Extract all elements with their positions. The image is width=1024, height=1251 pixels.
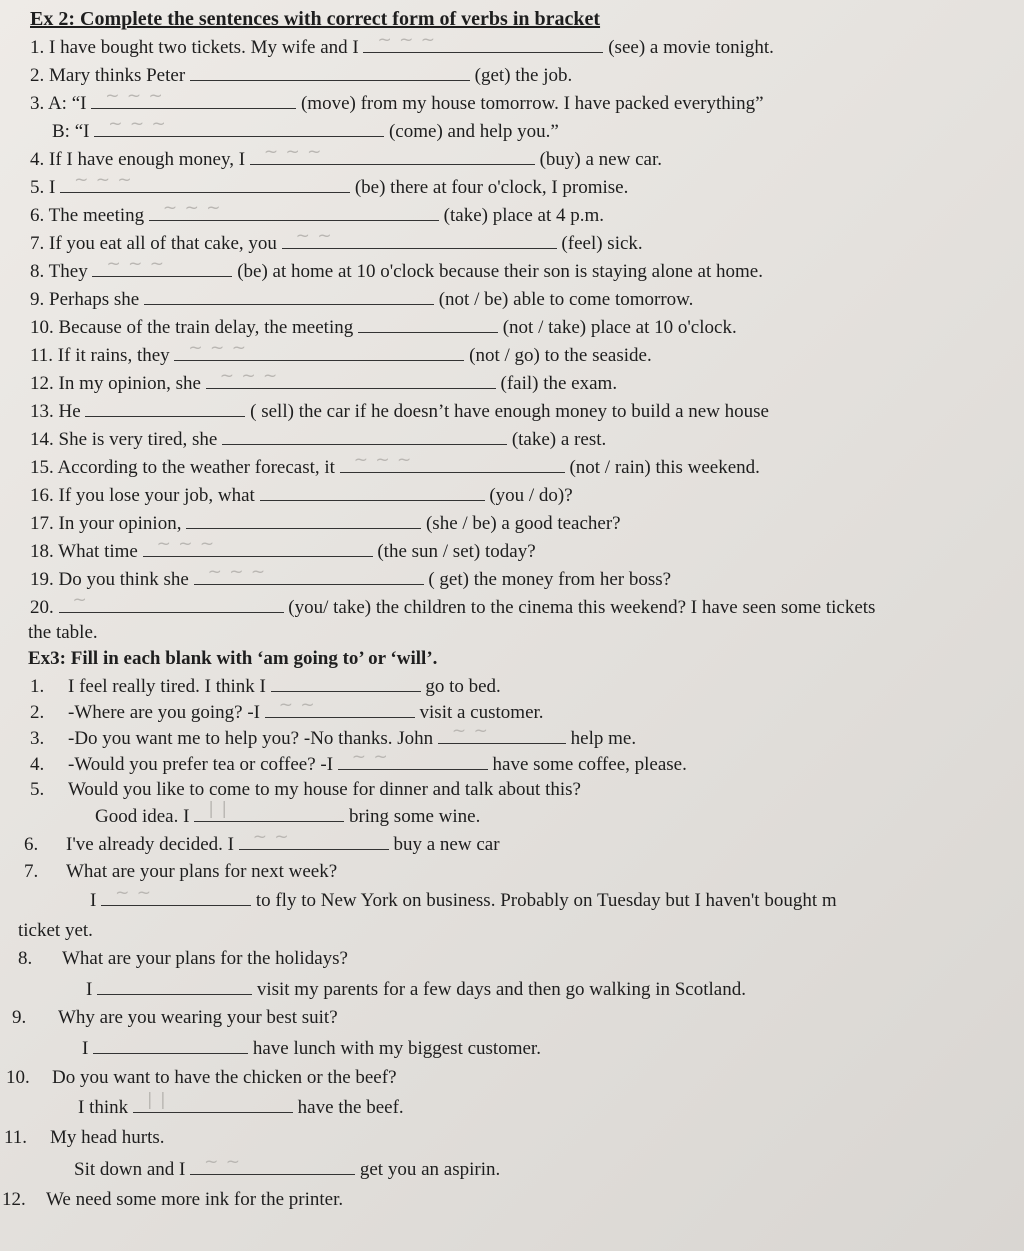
sentence-end: (take) a rest. — [511, 429, 607, 450]
ex2-item-3b — [52, 114, 559, 143]
item-number: 4. — [30, 149, 45, 170]
sentence-end: (take) place at 4 p.m. — [443, 205, 605, 226]
sentence-end: (fail) the exam. — [500, 373, 618, 394]
answer-blank[interactable]: ~ ~ — [438, 727, 566, 744]
sentence-start: I — [82, 1038, 89, 1059]
sentence-start: If you eat all of that cake, you — [49, 233, 277, 254]
item-number: 19. — [30, 569, 54, 590]
ex3-item-10-answer — [78, 1090, 404, 1119]
ex3-item-6 — [24, 827, 500, 856]
sentence-end: buy a new car — [393, 834, 500, 855]
sentence-start: If it rains, they — [57, 345, 170, 366]
sentence-start: In your opinion, — [58, 513, 182, 534]
ex2-title: Ex 2: Complete the sentences with correct form of verbs in bracket — [30, 8, 601, 30]
answer-blank[interactable]: ~ ~ ~ — [363, 36, 603, 53]
ex3-item-12-question — [2, 1189, 343, 1211]
answer-blank[interactable]: ~ ~ ~ — [143, 540, 373, 557]
item-number: 12. — [30, 373, 54, 394]
ex3-item-7-continuation: ticket yet. — [18, 920, 93, 941]
sentence-end: (be) at home at 10 o'clock because their son is staying alone at home. — [237, 261, 763, 282]
sentence-start: I think — [78, 1097, 129, 1118]
ex3-item-8-question — [18, 948, 348, 970]
sentence-end: (not / take) place at 10 o'clock. — [502, 317, 737, 338]
sentence-start: I — [86, 979, 93, 1000]
ex2-item-7 — [30, 226, 643, 255]
answer-blank[interactable] — [358, 316, 498, 333]
sentence-end: ( sell) the car if he doesn’t have enough money to build a new house — [250, 401, 769, 422]
item-number: 1. — [30, 37, 45, 58]
question-text: What are your plans for the holidays? — [62, 948, 348, 969]
item-number: 3. — [30, 93, 45, 114]
item-number: 12. — [2, 1189, 26, 1210]
sentence-start: In my opinion, she — [58, 373, 201, 394]
sentence-start: -Would you prefer tea or coffee? -I — [68, 754, 334, 775]
ex3-item-4 — [30, 747, 687, 776]
question-text: Would you like to come to my house for dinner and talk about this? — [68, 779, 581, 800]
ex2-item-20 — [30, 590, 876, 619]
sentence-start: I feel really tired. I think I — [68, 676, 266, 697]
sentence-start: Do you think she — [58, 569, 189, 590]
sentence-end: (you / do)? — [489, 485, 573, 506]
ex3-item-7-answer — [90, 883, 837, 912]
answer-blank[interactable] — [260, 484, 485, 501]
answer-blank[interactable]: ~ ~ ~ — [94, 120, 384, 137]
answer-blank[interactable] — [144, 288, 434, 305]
answer-blank[interactable]: ~ ~ ~ — [340, 456, 565, 473]
ex2-item-5 — [30, 170, 629, 199]
answer-blank[interactable]: | | — [133, 1096, 293, 1113]
ex3-item-9-question — [12, 1007, 338, 1029]
item-number: 5. — [30, 177, 45, 198]
item-number: 11. — [4, 1127, 28, 1148]
sentence-end: visit a customer. — [419, 702, 544, 723]
question-text: What are your plans for next week? — [66, 861, 338, 882]
item-number: 13. — [30, 401, 54, 422]
ex2-item-1 — [30, 30, 774, 59]
ex2-item-9 — [30, 288, 693, 311]
ex3-title: Ex3: Fill in each blank with ‘am going to’ or ‘will’. — [28, 648, 438, 669]
ex2-item-13 — [30, 400, 769, 423]
sentence-start: Good idea. I — [95, 806, 190, 827]
item-number: 15. — [30, 457, 54, 478]
item-number: 9. — [30, 289, 45, 310]
answer-blank[interactable] — [93, 1037, 248, 1054]
sentence-end: (not / go) to the seaside. — [469, 345, 652, 366]
sentence-start: Because of the train delay, the meeting — [58, 317, 354, 338]
question-text: Do you want to have the chicken or the beef? — [52, 1067, 397, 1088]
item-number: 6. — [30, 205, 45, 226]
answer-blank[interactable]: ~ ~ ~ — [91, 92, 296, 109]
sentence-start: Perhaps she — [49, 289, 140, 310]
item-number: 9. — [12, 1007, 27, 1028]
answer-blank[interactable]: ~ ~ ~ — [250, 148, 535, 165]
sentence-start: Sit down and I — [74, 1159, 186, 1180]
answer-blank[interactable]: ~ ~ ~ — [206, 372, 496, 389]
ex2-item-8 — [30, 254, 763, 283]
ex3-item-9-answer — [82, 1037, 541, 1060]
sentence-end: (not / rain) this weekend. — [569, 457, 760, 478]
sentence-end: visit my parents for a few days and then go walking in Scotland. — [256, 979, 746, 1000]
answer-blank[interactable]: ~ ~ ~ — [174, 344, 464, 361]
answer-blank[interactable]: ~ ~ ~ — [149, 204, 439, 221]
sentence-start: I — [90, 890, 97, 911]
ex2-item-18 — [30, 534, 536, 563]
ex2-item-14 — [30, 428, 606, 451]
item-number: 17. — [30, 513, 54, 534]
sentence-start: A: “I — [47, 93, 87, 114]
answer-blank[interactable]: ~ ~ ~ — [194, 568, 424, 585]
sentence-start: -Do you want me to help you? -No thanks. John — [68, 728, 434, 749]
sentence-start: According to the weather forecast, it — [57, 457, 335, 478]
sentence-end: have the beef. — [297, 1097, 404, 1118]
ex3-item-11-question — [4, 1127, 165, 1149]
ex2-item-19 — [30, 562, 672, 591]
item-number: 3. — [30, 728, 45, 749]
answer-blank[interactable]: ~ ~ ~ — [92, 260, 232, 277]
ex3-item-7-question — [24, 861, 337, 883]
item-number: 1. — [30, 676, 45, 697]
item-number: 16. — [30, 485, 54, 506]
sentence-start: B: “I — [52, 121, 90, 142]
sentence-end: (buy) a new car. — [539, 149, 662, 170]
sentence-start: I — [49, 177, 56, 198]
sentence-end: ( get) the money from her boss? — [428, 569, 672, 590]
answer-blank[interactable]: ~ ~ — [338, 753, 488, 770]
answer-blank[interactable]: ~ — [59, 596, 284, 613]
sentence-start: They — [48, 261, 88, 282]
ex3-item-5-question — [30, 779, 581, 801]
item-number: 7. — [30, 233, 45, 254]
ex2-item-15 — [30, 450, 760, 479]
item-number: 2. — [30, 702, 45, 723]
sentence-end: (feel) sick. — [561, 233, 643, 254]
ex3-item-10-question — [6, 1067, 397, 1089]
ex3-item-3 — [30, 721, 637, 750]
item-number: 8. — [30, 261, 45, 282]
sentence-end: (see) a movie tonight. — [608, 37, 774, 58]
ex2-item-3a — [30, 86, 764, 115]
answer-blank[interactable]: ~ ~ — [282, 232, 557, 249]
ex2-item-12 — [30, 366, 618, 395]
ex2-item-11 — [30, 338, 652, 367]
sentence-end: go to bed. — [425, 676, 501, 697]
question-text: Why are you wearing your best suit? — [58, 1007, 338, 1028]
answer-blank[interactable] — [97, 978, 252, 995]
answer-blank[interactable]: ~ ~ — [239, 833, 389, 850]
item-number: 18. — [30, 541, 54, 562]
sentence-end: (not / be) able to come tomorrow. — [438, 289, 694, 310]
answer-blank[interactable] — [190, 64, 470, 81]
sentence-start: Mary thinks Peter — [49, 65, 186, 86]
item-number: 10. — [30, 317, 54, 338]
sentence-end: have lunch with my biggest customer. — [252, 1038, 541, 1059]
question-text: We need some more ink for the printer. — [46, 1189, 344, 1210]
ex2-item-20-continuation: the table. — [28, 622, 98, 643]
sentence-end: (be) there at four o'clock, I promise. — [354, 177, 629, 198]
item-number: 11. — [30, 345, 54, 366]
answer-blank[interactable] — [186, 512, 421, 529]
item-number: 4. — [30, 754, 45, 775]
question-text: My head hurts. — [50, 1127, 165, 1148]
item-number: 2. — [30, 65, 45, 86]
ex3-item-8-answer — [86, 978, 746, 1001]
sentence-start: She is very tired, she — [58, 429, 218, 450]
sentence-end: (get) the job. — [474, 65, 573, 86]
sentence-end: (move) from my house tomorrow. I have packed everything” — [300, 93, 764, 114]
item-number: 20. — [30, 597, 54, 618]
ex2-item-17 — [30, 512, 621, 535]
ex2-item-16 — [30, 484, 573, 507]
answer-blank[interactable]: ~ ~ — [265, 701, 415, 718]
ex3-item-5-answer — [95, 799, 481, 828]
sentence-start: -Where are you going? -I — [68, 702, 261, 723]
sentence-end: (the sun / set) today? — [377, 541, 536, 562]
item-number: 14. — [30, 429, 54, 450]
answer-blank[interactable]: ~ ~ — [190, 1158, 355, 1175]
ex2-item-6 — [30, 198, 605, 227]
sentence-start: I have bought two tickets. My wife and I — [49, 37, 359, 58]
answer-blank[interactable] — [271, 675, 421, 692]
answer-blank[interactable] — [222, 428, 507, 445]
sentence-start: He — [58, 401, 81, 422]
sentence-end: have some coffee, please. — [492, 754, 687, 775]
item-number: 5. — [30, 779, 45, 800]
ex2-item-10 — [30, 316, 737, 339]
item-number: 10. — [6, 1067, 30, 1088]
ex2-item-2 — [30, 64, 572, 87]
answer-blank[interactable]: ~ ~ — [101, 889, 251, 906]
sentence-end: to fly to New York on business. Probably on Tuesday but I haven't bought m — [255, 890, 837, 911]
sentence-end: (come) and help you.” — [388, 121, 559, 142]
item-number: 7. — [24, 861, 39, 882]
sentence-end: (you/ take) the children to the cinema this weekend? I have seen some tickets — [288, 597, 876, 618]
item-number: 6. — [24, 834, 39, 855]
ex2-item-4 — [30, 142, 662, 171]
sentence-start: I've already decided. I — [66, 834, 234, 855]
sentence-end: get you an aspirin. — [359, 1159, 501, 1180]
sentence-start: If you lose your job, what — [58, 485, 255, 506]
answer-blank[interactable]: ~ ~ ~ — [60, 176, 350, 193]
sentence-start: What time — [58, 541, 138, 562]
ex3-item-11-answer — [74, 1152, 501, 1181]
ex3-item-1 — [30, 675, 501, 698]
sentence-end: (she / be) a good teacher? — [425, 513, 621, 534]
sentence-end: help me. — [570, 728, 637, 749]
answer-blank[interactable] — [85, 400, 245, 417]
item-number: 8. — [18, 948, 33, 969]
answer-blank[interactable]: | | — [194, 805, 344, 822]
sentence-start: The meeting — [48, 205, 145, 226]
sentence-start: If I have enough money, I — [49, 149, 246, 170]
sentence-end: bring some wine. — [348, 806, 481, 827]
